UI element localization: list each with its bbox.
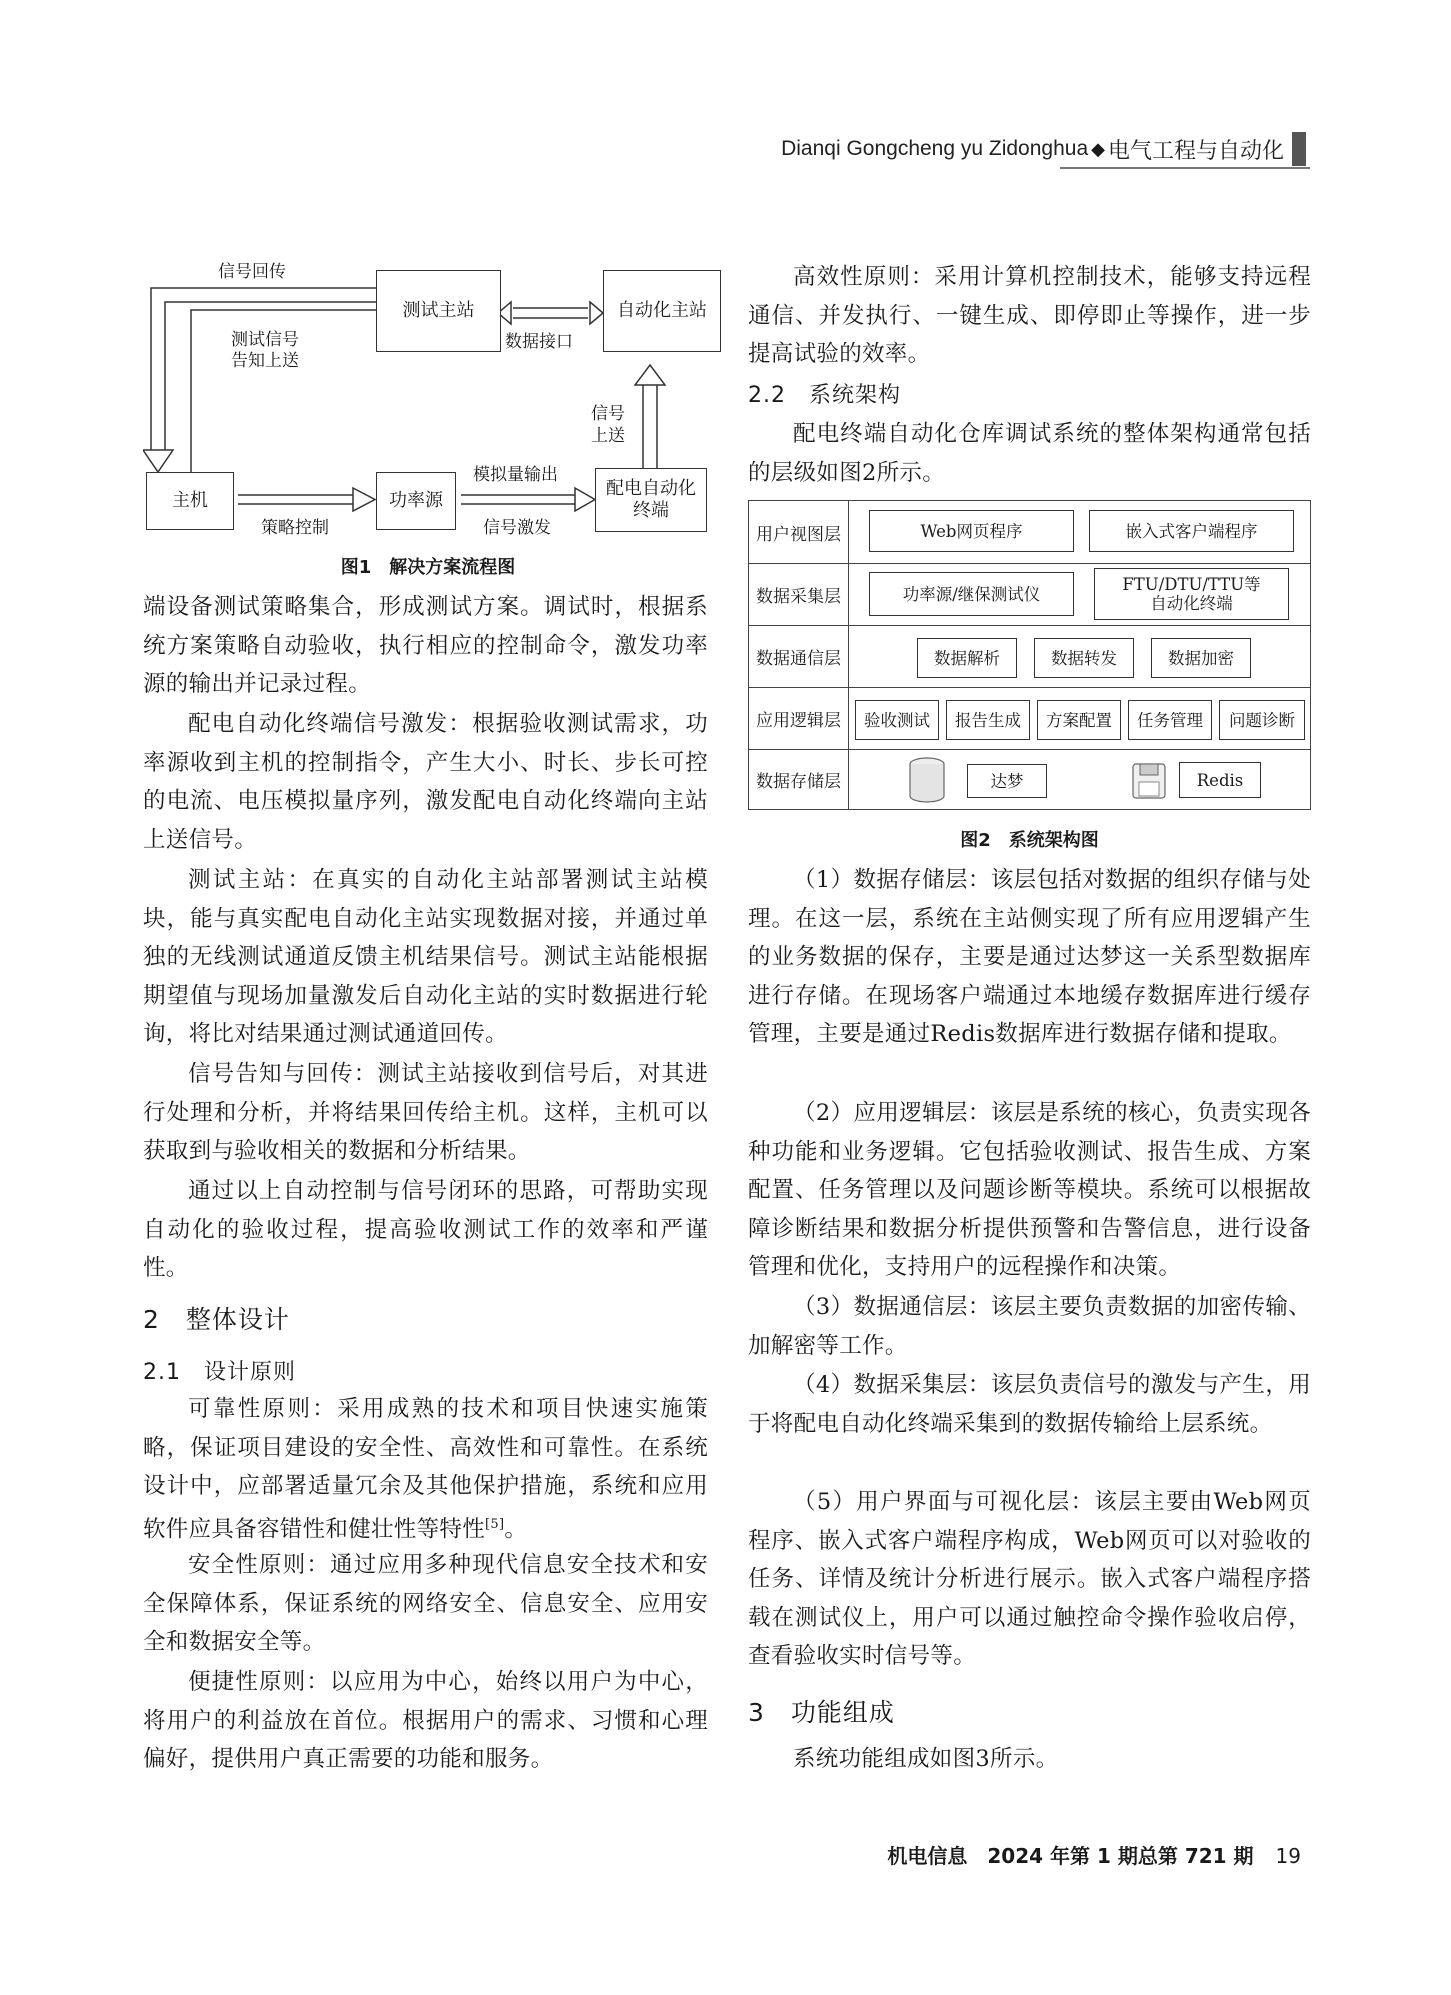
header-rule	[1060, 167, 1310, 169]
cell-ftu-line2: 自动化终端	[1150, 594, 1233, 613]
cell-power-source-tester: 功率源/继保测试仪	[869, 572, 1074, 616]
save-disk-icon	[1131, 762, 1167, 800]
right-paragraph-7: （5）用户界面与可视化层：该层主要由Web网页程序、嵌入式客户端程序构成，Web网页可以对验收的任务、详情及统计分析进行展示。嵌入式客户端程序搭载在测试仪上，用户可以通过触控命令操作验收启停，查看验收实时信号等。	[748, 1489, 1311, 1669]
left-paragraph-3: 测试主站：在真实的自动化主站部署测试主站模块，能与真实配电自动化主站实现数据对接，并通过单独的无线测试通道反馈主机结果信号。测试主站能根据期望值与现场加量激发后自动化主站的实时数据进行轮询，将比对结果通过测试通道回传。	[143, 867, 708, 1047]
left-paragraph-5: 通过以上自动控制与信号闭环的思路，可帮助实现自动化的验收过程，提高验收测试工作的效率和严谨性。	[143, 1178, 708, 1281]
figure-1-caption: 图1 解决方案流程图	[340, 557, 516, 578]
database-icon	[907, 756, 947, 804]
label-test-signal-notify-2: 告知上送	[231, 351, 299, 371]
left-paragraph-4: 信号告知与回传：测试主站接收到信号后，对其进行处理和分析，并将结果回传给主机。这样，主机可以获取到与验收相关的数据和分析结果。	[143, 1061, 708, 1164]
header-bar	[1292, 132, 1306, 166]
left-paragraph-1: 端设备测试策略集合，形成测试方案。调试时，根据系统方案策略自动验收，执行相应的控制命令，激发功率源的输出并记录过程。	[143, 594, 708, 697]
section-2-2-heading: 2.2 系统架构	[748, 383, 901, 408]
cell-dameng: 达梦	[967, 764, 1047, 798]
cell-data-encrypt: 数据加密	[1151, 638, 1251, 678]
layer-data-communication	[749, 625, 1310, 687]
layer-label: 数据采集层	[749, 564, 849, 625]
figure-2-caption: 图2 系统架构图	[960, 830, 1099, 851]
layer-label: 数据通信层	[749, 626, 849, 687]
citation-5: [5]	[485, 1516, 505, 1532]
cell-task-manage: 任务管理	[1128, 700, 1212, 740]
section-2-heading: 2 整体设计	[143, 1305, 290, 1334]
left-paragraph-8: 便捷性原则：以应用为中心，始终以用户为中心，将用户的利益放在首位。根据用户的需求、习惯和心理偏好，提供用户真正需要的功能和服务。	[143, 1669, 708, 1772]
layer-label: 用户视图层	[749, 501, 849, 563]
layer-label: 数据存储层	[749, 750, 849, 809]
right-paragraph-8: 系统功能组成如图3所示。	[793, 1746, 1059, 1772]
cell-plan-config: 方案配置	[1037, 700, 1121, 740]
left-paragraph-6-text: 可靠性原则：采用成熟的技术和项目快速实施策略，保证项目建设的安全性、高效性和可靠性。在系统设计中，应部署适量冗余及其他保护措施，系统和应用软件应具备容错性和健壮性等特性	[143, 1396, 708, 1542]
journal-name-cn: 电气工程与自动化	[1107, 138, 1284, 164]
node-power-source: 功率源	[376, 472, 456, 530]
section-2-1-heading: 2.1 设计原则	[143, 1360, 296, 1385]
cell-acceptance-test: 验收测试	[855, 700, 939, 740]
layer-data-storage	[749, 749, 1310, 809]
label-data-interface: 数据接口	[505, 332, 573, 352]
figure-2	[748, 500, 1311, 810]
node-auto-master: 自动化主站	[603, 270, 721, 352]
footer-journal: 机电信息 2024 年第 1 期总第 721 期	[887, 1844, 1254, 1868]
right-paragraph-1: 高效性原则：采用计算机控制技术，能够支持远程通信、并发执行、一键生成、即停即止等操作，进一步提高试验的效率。	[748, 264, 1311, 367]
page-number: 19	[1275, 1844, 1301, 1868]
node-terminal-label: 配电自动化终端	[606, 478, 696, 521]
running-header	[781, 130, 1306, 168]
diamond-icon: ◆	[1091, 138, 1105, 160]
right-paragraph-3: （1）数据存储层：该层包括对数据的组织存储与处理。在这一层，系统在主站侧实现了所有应用逻辑产生的业务数据的保存，主要是通过达梦这一关系型数据库进行存储。在现场客户端通过本地缓存数据库进行缓存管理，主要是通过Redis数据库进行数据存储和提取。	[748, 867, 1311, 1047]
cell-data-forward: 数据转发	[1034, 638, 1134, 678]
layer-data-collection	[749, 563, 1310, 625]
node-terminal	[595, 468, 707, 532]
journal-name-en: Dianqi Gongcheng yu Zidonghua	[781, 137, 1089, 160]
node-host: 主机	[146, 472, 234, 530]
left-paragraph-6-end: 。	[504, 1516, 528, 1542]
label-signal-up-2: 上送	[591, 426, 625, 446]
right-paragraph-5: （3）数据通信层：该层主要负责数据的加密传输、加解密等工作。	[748, 1294, 1311, 1359]
right-paragraph-6: （4）数据采集层：该层负责信号的激发与产生，用于将配电自动化终端采集到的数据传输给上层系统。	[748, 1372, 1311, 1437]
figure-1	[143, 250, 713, 550]
section-3-heading: 3 功能组成	[748, 1698, 895, 1727]
layer-application-logic	[749, 687, 1310, 749]
left-paragraph-2: 配电自动化终端信号激发：根据验收测试需求，功率源收到主机的控制指令，产生大小、时长、步长可控的电流、电压模拟量序列，激发配电自动化终端向主站上送信号。	[143, 711, 708, 853]
label-signal-up-1: 信号	[591, 404, 625, 424]
label-signal-return: 信号回传	[218, 262, 286, 282]
label-test-signal-notify-1: 测试信号	[231, 330, 299, 350]
cell-redis: Redis	[1179, 762, 1261, 798]
label-strategy-control: 策略控制	[261, 518, 329, 538]
cell-web-app: Web网页程序	[869, 510, 1074, 552]
label-signal-trigger: 信号激发	[483, 518, 551, 538]
cell-embedded-client: 嵌入式客户端程序	[1089, 510, 1294, 552]
cell-problem-diagnose: 问题诊断	[1219, 700, 1305, 740]
node-test-master: 测试主站	[376, 270, 501, 352]
layer-user-view	[749, 501, 1310, 563]
cell-ftu-dtu-ttu	[1094, 568, 1289, 620]
left-paragraph-6	[143, 1390, 708, 1549]
cell-data-parse: 数据解析	[917, 638, 1017, 678]
right-paragraph-2: 配电终端自动化仓库调试系统的整体架构通常包括的层级如图2所示。	[748, 421, 1311, 486]
cell-report-gen: 报告生成	[946, 700, 1030, 740]
right-paragraph-4: （2）应用逻辑层：该层是系统的核心，负责实现各种功能和业务逻辑。它包括验收测试、报告生成、方案配置、任务管理以及问题诊断等模块。系统可以根据故障诊断结果和数据分析提供预警和告警信息，进行设备管理和优化，支持用户的远程操作和决策。	[748, 1100, 1311, 1280]
left-paragraph-7: 安全性原则：通过应用多种现代信息安全技术和安全保障体系，保证系统的网络安全、信息安全、应用安全和数据安全等。	[143, 1552, 708, 1655]
page-footer	[887, 1840, 1301, 1869]
label-analog-output: 模拟量输出	[473, 465, 558, 485]
cell-ftu-line1: FTU/DTU/TTU等	[1122, 575, 1261, 594]
layer-label: 应用逻辑层	[749, 688, 849, 749]
